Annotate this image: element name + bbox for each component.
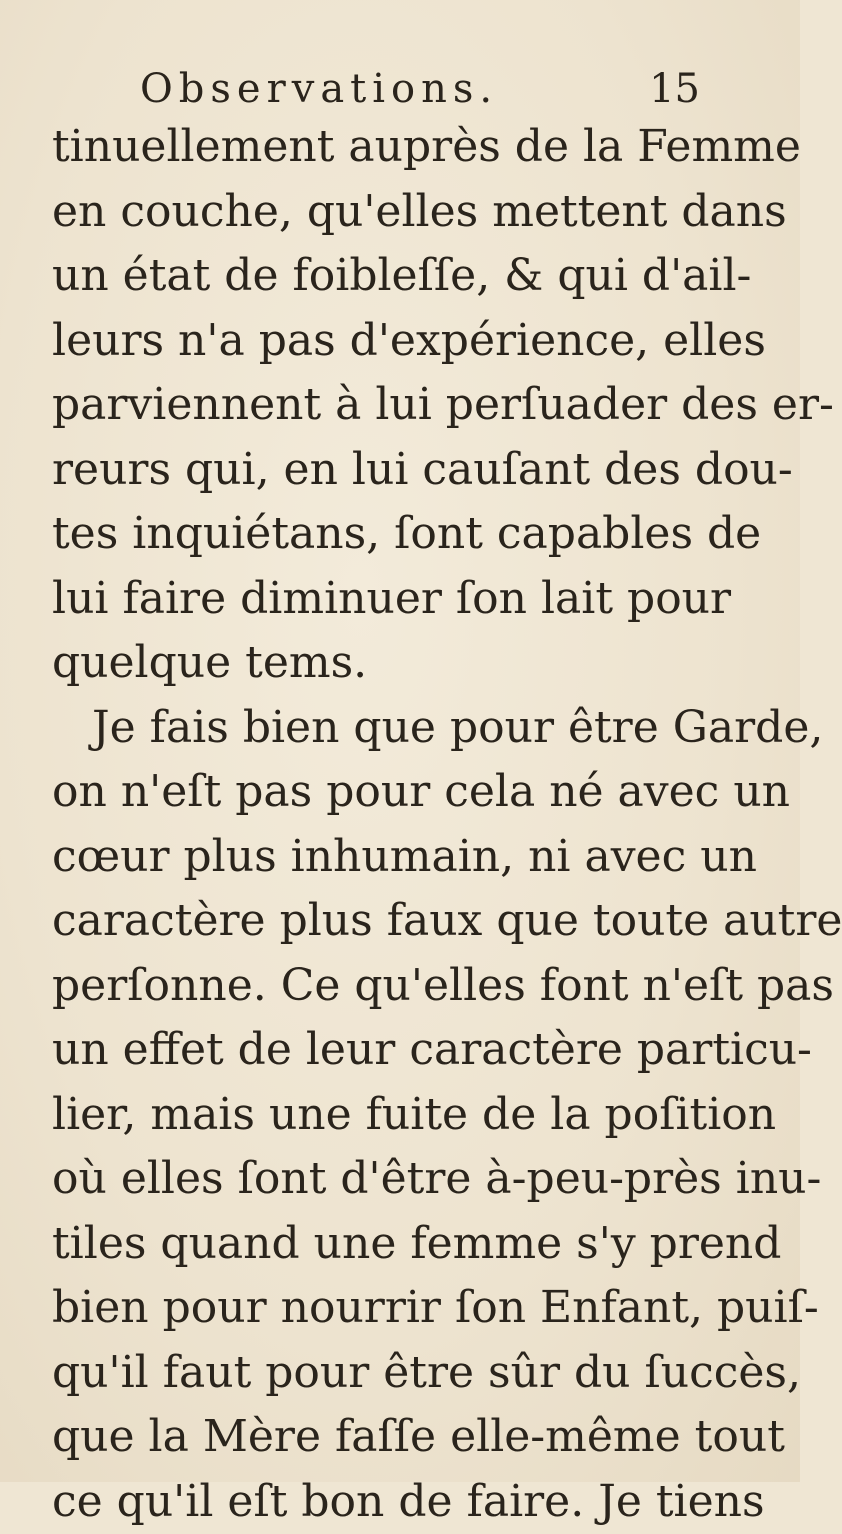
- running-header: [140, 66, 700, 112]
- paragraph-start-line: Je fais bien que pour être Garde,: [52, 696, 702, 761]
- text-line: lui faire diminuer ſon lait pour: [52, 567, 702, 632]
- text-line: bien pour nourrir ſon Enfant, puiſ-: [52, 1276, 702, 1341]
- text-line: qu'il faut pour être sûr du ſuccès,: [52, 1341, 702, 1406]
- text-line: où elles ſont d'être à-peu-près inu-: [52, 1147, 702, 1212]
- text-line: tinuellement auprès de la Femme: [52, 115, 702, 180]
- text-line: perſonne. Ce qu'elles font n'eſt pas: [52, 954, 702, 1019]
- text-line: cœur plus inhumain, ni avec un: [52, 825, 702, 890]
- text-line: parviennent à lui perſuader des er-: [52, 373, 702, 438]
- text-line: ce qu'il eſt bon de faire. Je tiens: [52, 1470, 702, 1534]
- text-line: que la Mère faſſe elle-même tout: [52, 1405, 702, 1470]
- text-line: on n'eſt pas pour cela né avec un: [52, 760, 702, 825]
- text-line: tes inquiétans, ſont capables de: [52, 502, 702, 567]
- text-line: caractère plus faux que toute autre: [52, 889, 702, 954]
- text-line: un état de foibleſſe, & qui d'ail-: [52, 244, 702, 309]
- page-number: 15: [649, 66, 700, 112]
- text-line: tiles quand une femme s'y prend: [52, 1212, 702, 1277]
- text-line: reurs qui, en lui cauſant des dou-: [52, 438, 702, 503]
- text-line: lier, mais une fuite de la poſition: [52, 1083, 702, 1148]
- text-line: un effet de leur caractère particu-: [52, 1018, 702, 1083]
- running-title: Observations.: [140, 66, 498, 112]
- paragraph-end-line: quelque tems.: [52, 631, 702, 696]
- text-line: en couche, qu'elles mettent dans: [52, 180, 702, 245]
- text-line: leurs n'a pas d'expérience, elles: [52, 309, 702, 374]
- body-text: [52, 115, 702, 1534]
